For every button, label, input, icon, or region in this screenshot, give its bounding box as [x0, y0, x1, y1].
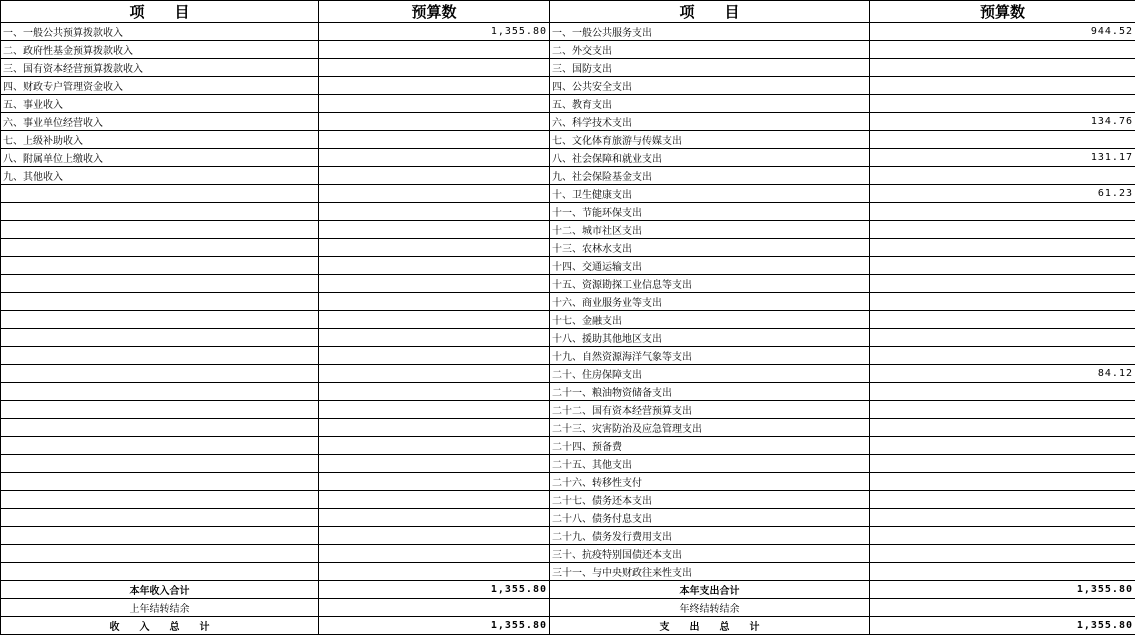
expense-amount-cell — [870, 329, 1135, 347]
table-row — [1, 131, 1135, 149]
expense-amount-cell — [870, 275, 1135, 293]
expense-amount-cell — [870, 95, 1135, 113]
expense-item-cell: 八、社会保障和就业支出 — [550, 149, 870, 167]
income-item-cell — [1, 383, 319, 401]
income-amount-cell — [319, 185, 550, 203]
expense-item-cell: 一、一般公共服务支出 — [550, 23, 870, 41]
table-row — [1, 455, 1135, 473]
expense-item-cell: 四、公共安全支出 — [550, 77, 870, 95]
grand-total-row — [1, 617, 1135, 635]
income-amount-cell — [319, 95, 550, 113]
expense-item-cell: 二十二、国有资本经营预算支出 — [550, 401, 870, 419]
table-row — [1, 257, 1135, 275]
income-amount-cell — [319, 473, 550, 491]
expense-amount-cell — [870, 473, 1135, 491]
expense-amount-cell — [870, 383, 1135, 401]
carryover-in-amount — [319, 599, 550, 617]
table-row — [1, 41, 1135, 59]
income-item-cell — [1, 203, 319, 221]
expense-amount-cell: 131.17 — [870, 149, 1135, 167]
expense-amount-cell — [870, 257, 1135, 275]
table-row — [1, 347, 1135, 365]
table-row — [1, 473, 1135, 491]
income-item-cell — [1, 239, 319, 257]
table-row — [1, 527, 1135, 545]
table-row — [1, 23, 1135, 41]
income-item-cell — [1, 437, 319, 455]
table-header-row — [1, 1, 1135, 23]
expense-item-cell: 二十三、灾害防治及应急管理支出 — [550, 419, 870, 437]
grand-income-label: 收 入 总 计 — [1, 617, 319, 635]
expense-amount-cell: 61.23 — [870, 185, 1135, 203]
grand-income-amount: 1,355.80 — [319, 617, 550, 635]
expense-total-amount: 1,355.80 — [870, 581, 1135, 599]
income-item-cell — [1, 527, 319, 545]
expense-item-cell: 二十、住房保障支出 — [550, 365, 870, 383]
table-body — [1, 23, 1135, 581]
income-amount-cell — [319, 149, 550, 167]
income-item-cell: 六、事业单位经营收入 — [1, 113, 319, 131]
expense-item-cell: 十二、城市社区支出 — [550, 221, 870, 239]
expense-amount-cell — [870, 293, 1135, 311]
expense-amount-cell — [870, 509, 1135, 527]
income-item-cell: 二、政府性基金预算拨款收入 — [1, 41, 319, 59]
income-item-cell: 五、事业收入 — [1, 95, 319, 113]
income-item-cell: 一、一般公共预算拨款收入 — [1, 23, 319, 41]
income-amount-cell — [319, 239, 550, 257]
expense-amount-cell: 84.12 — [870, 365, 1135, 383]
expense-item-cell: 二十四、预备费 — [550, 437, 870, 455]
carryover-row — [1, 599, 1135, 617]
expense-amount-cell — [870, 401, 1135, 419]
grand-expense-amount: 1,355.80 — [870, 617, 1135, 635]
income-amount-cell — [319, 203, 550, 221]
expense-amount-cell — [870, 167, 1135, 185]
expense-item-cell: 十一、节能环保支出 — [550, 203, 870, 221]
income-item-cell — [1, 473, 319, 491]
income-total-amount: 1,355.80 — [319, 581, 550, 599]
expense-item-cell: 十九、自然资源海洋气象等支出 — [550, 347, 870, 365]
expense-amount-cell — [870, 491, 1135, 509]
expense-amount-cell — [870, 239, 1135, 257]
income-item-cell — [1, 563, 319, 581]
expense-amount-cell — [870, 347, 1135, 365]
expense-item-cell: 七、文化体育旅游与传媒支出 — [550, 131, 870, 149]
header-income-item: 项 目 — [1, 1, 319, 23]
income-item-cell: 四、财政专户管理资金收入 — [1, 77, 319, 95]
income-amount-cell — [319, 41, 550, 59]
income-item-cell — [1, 365, 319, 383]
expense-item-cell: 三十、抗疫特别国债还本支出 — [550, 545, 870, 563]
expense-amount-cell — [870, 455, 1135, 473]
income-item-cell: 八、附属单位上缴收入 — [1, 149, 319, 167]
expense-amount-cell: 944.52 — [870, 23, 1135, 41]
income-total-label: 本年收入合计 — [1, 581, 319, 599]
income-item-cell — [1, 221, 319, 239]
table-row — [1, 77, 1135, 95]
income-amount-cell — [319, 491, 550, 509]
income-amount-cell — [319, 563, 550, 581]
income-amount-cell — [319, 437, 550, 455]
income-amount-cell — [319, 527, 550, 545]
income-amount-cell — [319, 347, 550, 365]
income-item-cell — [1, 311, 319, 329]
table-row — [1, 185, 1135, 203]
expense-amount-cell — [870, 437, 1135, 455]
expense-item-cell: 十、卫生健康支出 — [550, 185, 870, 203]
table-row — [1, 365, 1135, 383]
expense-amount-cell — [870, 203, 1135, 221]
table-row — [1, 437, 1135, 455]
table-row — [1, 149, 1135, 167]
table-row — [1, 95, 1135, 113]
income-amount-cell — [319, 113, 550, 131]
income-amount-cell — [319, 167, 550, 185]
expense-item-cell: 十五、资源勘探工业信息等支出 — [550, 275, 870, 293]
income-amount-cell — [319, 329, 550, 347]
annual-total-row — [1, 581, 1135, 599]
income-amount-cell — [319, 419, 550, 437]
income-amount-cell — [319, 311, 550, 329]
table-row — [1, 239, 1135, 257]
table-row — [1, 203, 1135, 221]
table-row — [1, 419, 1135, 437]
expense-item-cell: 二十五、其他支出 — [550, 455, 870, 473]
income-amount-cell — [319, 401, 550, 419]
carryover-out-amount — [870, 599, 1135, 617]
income-item-cell — [1, 257, 319, 275]
income-amount-cell — [319, 455, 550, 473]
expense-item-cell: 十三、农林水支出 — [550, 239, 870, 257]
income-item-cell — [1, 293, 319, 311]
income-amount-cell — [319, 365, 550, 383]
income-item-cell — [1, 419, 319, 437]
income-item-cell — [1, 347, 319, 365]
table-row — [1, 221, 1135, 239]
income-item-cell — [1, 545, 319, 563]
table-row — [1, 311, 1135, 329]
table-row — [1, 59, 1135, 77]
income-item-cell — [1, 491, 319, 509]
expense-item-cell: 三十一、与中央财政往来性支出 — [550, 563, 870, 581]
income-amount-cell: 1,355.80 — [319, 23, 550, 41]
carryover-in-label: 上年结转结余 — [1, 599, 319, 617]
expense-item-cell: 十八、援助其他地区支出 — [550, 329, 870, 347]
expense-amount-cell — [870, 131, 1135, 149]
income-amount-cell — [319, 59, 550, 77]
table-row — [1, 509, 1135, 527]
table-row — [1, 401, 1135, 419]
expense-item-cell: 十六、商业服务业等支出 — [550, 293, 870, 311]
table-row — [1, 491, 1135, 509]
expense-amount-cell — [870, 221, 1135, 239]
table-row — [1, 293, 1135, 311]
expense-amount-cell — [870, 311, 1135, 329]
expense-item-cell: 十七、金融支出 — [550, 311, 870, 329]
income-amount-cell — [319, 131, 550, 149]
income-item-cell — [1, 509, 319, 527]
expense-amount-cell — [870, 77, 1135, 95]
income-amount-cell — [319, 275, 550, 293]
expense-amount-cell: 134.76 — [870, 113, 1135, 131]
expense-amount-cell — [870, 41, 1135, 59]
income-item-cell — [1, 401, 319, 419]
income-item-cell — [1, 185, 319, 203]
header-expense-budget: 预算数 — [870, 1, 1135, 23]
income-amount-cell — [319, 221, 550, 239]
table-row — [1, 167, 1135, 185]
table-row — [1, 563, 1135, 581]
grand-expense-label: 支 出 总 计 — [550, 617, 870, 635]
income-item-cell — [1, 329, 319, 347]
income-item-cell: 九、其他收入 — [1, 167, 319, 185]
expense-item-cell: 二十七、债务还本支出 — [550, 491, 870, 509]
expense-item-cell: 九、社会保险基金支出 — [550, 167, 870, 185]
table-row — [1, 383, 1135, 401]
table-row — [1, 275, 1135, 293]
expense-item-cell: 二、外交支出 — [550, 41, 870, 59]
income-item-cell: 三、国有资本经营预算拨款收入 — [1, 59, 319, 77]
income-item-cell: 七、上级补助收入 — [1, 131, 319, 149]
expense-item-cell: 五、教育支出 — [550, 95, 870, 113]
table-row — [1, 329, 1135, 347]
header-income-budget: 预算数 — [319, 1, 550, 23]
income-amount-cell — [319, 77, 550, 95]
expense-amount-cell — [870, 545, 1135, 563]
income-amount-cell — [319, 545, 550, 563]
expense-item-cell: 六、科学技术支出 — [550, 113, 870, 131]
carryover-out-label: 年终结转结余 — [550, 599, 870, 617]
table-row — [1, 545, 1135, 563]
expense-amount-cell — [870, 59, 1135, 77]
expense-item-cell: 三、国防支出 — [550, 59, 870, 77]
income-amount-cell — [319, 383, 550, 401]
income-amount-cell — [319, 257, 550, 275]
table-row — [1, 113, 1135, 131]
header-expense-item: 项 目 — [550, 1, 870, 23]
expense-item-cell: 二十九、债务发行费用支出 — [550, 527, 870, 545]
income-item-cell — [1, 275, 319, 293]
expense-amount-cell — [870, 527, 1135, 545]
expense-item-cell: 二十八、债务付息支出 — [550, 509, 870, 527]
expense-amount-cell — [870, 563, 1135, 581]
income-item-cell — [1, 455, 319, 473]
income-amount-cell — [319, 509, 550, 527]
expense-amount-cell — [870, 419, 1135, 437]
income-amount-cell — [319, 293, 550, 311]
expense-item-cell: 十四、交通运输支出 — [550, 257, 870, 275]
expense-total-label: 本年支出合计 — [550, 581, 870, 599]
expense-item-cell: 二十六、转移性支付 — [550, 473, 870, 491]
expense-item-cell: 二十一、粮油物资储备支出 — [550, 383, 870, 401]
